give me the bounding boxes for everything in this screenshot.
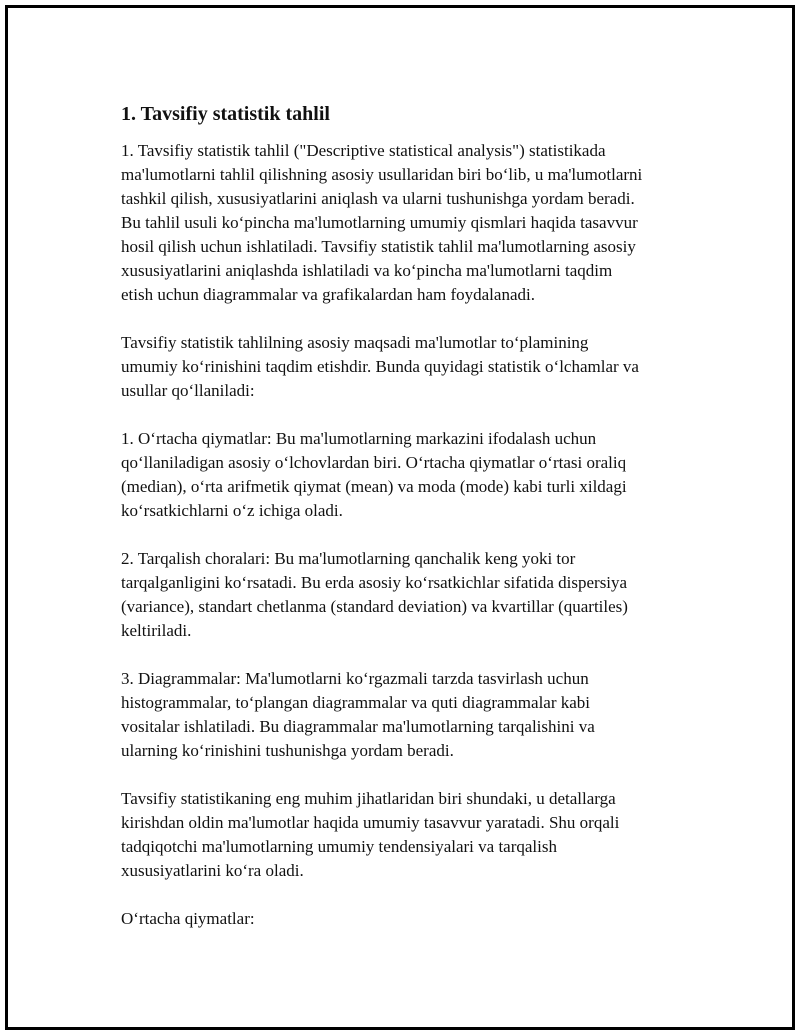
document-body xyxy=(121,101,701,931)
paragraph-intro: 1. Tavsifiy statistik tahlil ("Descriptive statistical analysis") statistikada ma'lumotlarni tahlil qilishning asosiy usullaridan biri bo‘lib, u ma'lumotlarni tashkil qilish, xususiyatlarini aniqlash va ularni tushunishga yordam beradi. Bu tahlil usuli ko‘pincha ma'lumotlarning umumiy qismlari haqida tasavvur hosil qilish uchun ishlatiladi. Tavsifiy statistik tahlil ma'lumotlarning asosiy xususiyatlarini aniqlashda ishlatiladi va ko‘pincha ma'lumotlarni taqdim etish uchun diagrammalar va grafikalardan ham foydalanadi. xyxy=(121,141,643,304)
page-frame xyxy=(5,5,795,1030)
paragraph-dispersion: 2. Tarqalish choralari: Bu ma'lumotlarning qanchalik keng yoki tor tarqalganligini ko‘rsatadi. Bu erda asosiy ko‘rsatkichlar sifatida dispersiya (variance), standart chetlanma (standard deviation) va kvartillar (quartiles) keltiriladi. xyxy=(121,549,628,640)
paragraph-importance: Tavsifiy statistikaning eng muhim jihatlaridan biri shundaki, u detallarga kirishdan oldin ma'lumotlar haqida umumiy tasavvur yaratadi. Shu orqali tadqiqotchi ma'lumotlarning umumiy tendensiyalari va tarqalish xususiyatlarini ko‘ra oladi. xyxy=(121,789,620,880)
paragraph-central-tendency: 1. O‘rtacha qiymatlar: Bu ma'lumotlarning markazini ifodalash uchun qo‘llaniladigan asosiy o‘lchovlardan biri. O‘rtacha qiymatlar o‘rtasi oraliq (median), o‘rta arifmetik qiymat (mean) va moda (mode) kabi turli xildagi ko‘rsatkichlarni o‘z ichiga oladi. xyxy=(121,429,627,520)
section-heading: 1. Tavsifiy statistik tahlil xyxy=(121,103,330,125)
paragraph-subheading: O‘rtacha qiymatlar: xyxy=(121,909,255,928)
paragraph-diagrams: 3. Diagrammalar: Ma'lumotlarni ko‘rgazmali tarzda tasvirlash uchun histogrammalar, to‘plangan diagrammalar va quti diagrammalar kabi vositalar ishlatiladi. Bu diagrammalar ma'lumotlarning tarqalishini va ularning ko‘rinishini tushunishga yordam beradi. xyxy=(121,669,595,760)
paragraph-purpose: Tavsifiy statistik tahlilning asosiy maqsadi ma'lumotlar to‘plamining umumiy ko‘rinishini taqdim etishdir. Bunda quyidagi statistik o‘lchamlar va usullar qo‘llaniladi: xyxy=(121,333,639,400)
